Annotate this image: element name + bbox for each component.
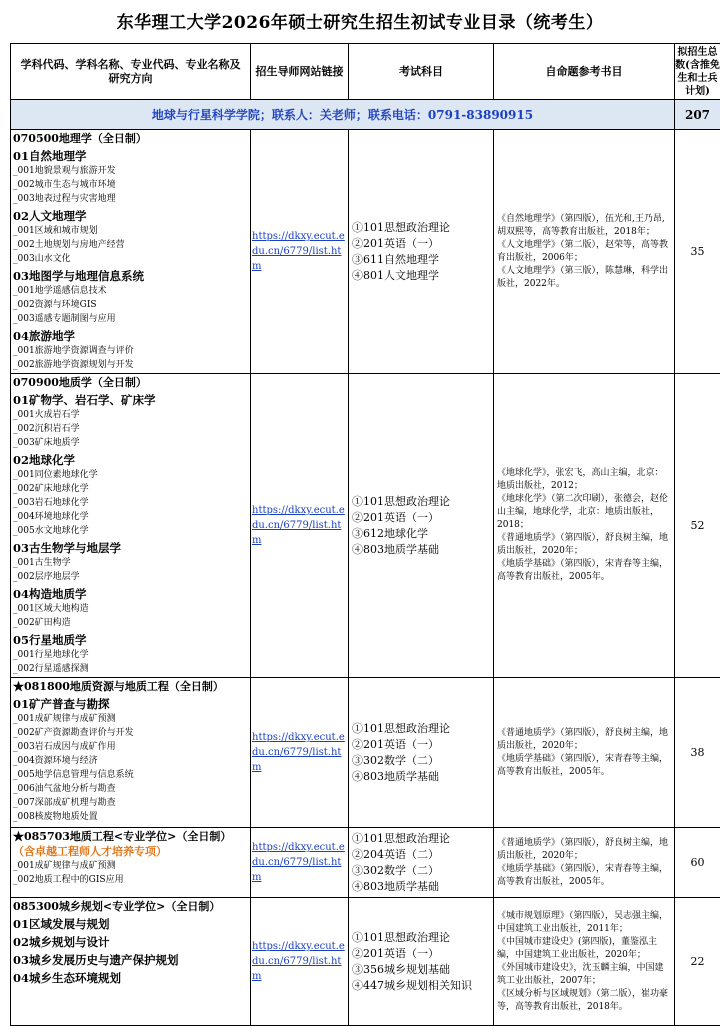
reference-book: 《人文地理学》（第二版），赵荣等，高等教育出版社，2006年； [497, 239, 671, 265]
research-direction: _003遥感专题制图与应用 [13, 312, 248, 326]
reference-book: 《地球化学》，张宏飞，高山主编，北京：地质出版社，2012； [497, 467, 671, 493]
reference-book: 《中国城市建设史》(第四版)，董鉴泓主编，中国建筑工业出版社，2020年； [497, 936, 671, 962]
major-name: 01矿物学、岩石学、矿床学 [13, 392, 248, 408]
reference-book: 《地球化学》（第二次印刷），张德会，赵伦山主编，地球化学，北京：地质出版社，2018； [497, 493, 671, 532]
advisor-link-cell [251, 678, 349, 828]
reference-book: 《地质学基础》（第四版），宋青春等主编，高等教育出版社，2005年。 [497, 753, 671, 779]
research-direction: _002矿床地球化学 [13, 482, 248, 496]
table-row [11, 828, 720, 898]
major-name: 04城乡生态环境规划 [13, 970, 248, 986]
research-direction: _002旅游地学资源规划与开发 [13, 358, 248, 372]
research-direction: _001行星地球化学 [13, 648, 248, 662]
research-direction: _002行星遥感探测 [13, 662, 248, 676]
research-direction: _001成矿规律与成矿预测 [13, 712, 248, 726]
reference-book: 《普通地质学》（第四版），舒良树主编，地质出版社，2020年； [497, 837, 671, 863]
exam-subject: ①101思想政治理论 [352, 930, 490, 946]
major-name: 05行星地质学 [13, 632, 248, 648]
research-direction: _002土地规划与房地产经营 [13, 238, 248, 252]
program-name: 085300城乡规划<专业学位>（全日制） [13, 899, 248, 914]
reference-book: 《普通地质学》（第四版），舒良树主编，地质出版社，2020年； [497, 532, 671, 558]
research-direction: _002城市生态与城市环境 [13, 178, 248, 192]
research-direction: _003地表过程与灾害地理 [13, 192, 248, 206]
college-total: 207 [675, 100, 720, 130]
program-cell [11, 130, 251, 374]
exam-subject: ②204英语（二） [352, 847, 490, 863]
research-direction: _004环境地球化学 [13, 510, 248, 524]
exam-subject: ③611自然地理学 [352, 252, 490, 268]
exam-subjects-cell [349, 130, 494, 374]
program-cell [11, 898, 251, 1026]
advisor-link-cell [251, 898, 349, 1026]
exam-subject: ④801人文地理学 [352, 268, 490, 284]
table-row [11, 898, 720, 1026]
exam-subject: ③612地球化学 [352, 526, 490, 542]
reference-books-cell [494, 898, 675, 1026]
research-direction: _001旅游地学资源调查与评价 [13, 344, 248, 358]
research-direction: _003山水文化 [13, 252, 248, 266]
reference-book: 《人文地理学》（第三版），陈慧琳，科学出版社，2022年。 [497, 265, 671, 291]
exam-subject: ③356城乡规划基础 [352, 962, 490, 978]
reference-books-cell [494, 130, 675, 374]
research-direction: _001地貌景观与旅游开发 [13, 164, 248, 178]
advisor-link[interactable]: https://dkxy.ecut.edu.cn/6779/list.htm [252, 842, 345, 883]
header-row [11, 44, 720, 100]
reference-books-cell [494, 828, 675, 898]
major-name: 03地图学与地理信息系统 [13, 268, 248, 284]
major-name: 04构造地质学 [13, 586, 248, 602]
table-row [11, 678, 720, 828]
major-name: 04旅游地学 [13, 328, 248, 344]
exam-subject: ②201英语（一） [352, 510, 490, 526]
exam-subject: ①101思想政治理论 [352, 220, 490, 236]
research-direction: _001区域大地构造 [13, 602, 248, 616]
header-exams: 考试科目 [349, 44, 494, 100]
research-direction: _001区域和城市规划 [13, 224, 248, 238]
program-cell [11, 374, 251, 678]
major-name: 02人文地理学 [13, 208, 248, 224]
program-cell [11, 678, 251, 828]
exam-subject: ②201英语（一） [352, 236, 490, 252]
enrollment-count: 38 [675, 678, 720, 828]
research-direction: _002沉积岩石学 [13, 422, 248, 436]
program-name: ★085703地质工程<专业学位>（全日制） [13, 829, 248, 844]
exam-subject: ①101思想政治理论 [352, 494, 490, 510]
research-direction: _001同位素地球化学 [13, 468, 248, 482]
exam-subject: ③302数学（二） [352, 753, 490, 769]
exam-subject: ④803地质学基础 [352, 769, 490, 785]
reference-book: 《外国城市建设史》，沈玉麟主编，中国建筑工业出版社，2007年； [497, 962, 671, 988]
table-row [11, 130, 720, 374]
advisor-link[interactable]: https://dkxy.ecut.edu.cn/6779/list.htm [252, 941, 345, 982]
reference-book: 《区域分析与区域规划》（第二版），崔功豪等，高等教育出版社，2018年。 [497, 988, 671, 1014]
program-name: ★081800地质资源与地质工程（全日制） [13, 679, 248, 694]
exam-subject: ①101思想政治理论 [352, 831, 490, 847]
major-name: 02城乡规划与设计 [13, 934, 248, 950]
research-direction: _002地质工程中的GIS应用 [13, 873, 248, 887]
major-name: 01区域发展与规划 [13, 916, 248, 932]
research-direction: _004资源环境与经济 [13, 754, 248, 768]
research-direction: _003岩石地球化学 [13, 496, 248, 510]
enrollment-count: 22 [675, 898, 720, 1026]
exam-subjects-cell [349, 828, 494, 898]
reference-books-cell [494, 678, 675, 828]
page-title: 东华理工大学2026年硕士研究生招生初试专业目录（统考生） [0, 8, 720, 33]
program-cell [11, 828, 251, 898]
catalog-table [10, 43, 720, 1026]
college-row [11, 100, 720, 130]
header-count: 拟招生总数(含推免生和士兵计划) [675, 44, 720, 100]
exam-subject: ④803地质学基础 [352, 542, 490, 558]
reference-book: 《地质学基础》（第四版），宋青春等主编，高等教育出版社，2005年。 [497, 558, 671, 584]
reference-book: 《自然地理学》（第四版），伍光和,王乃昂,胡双熙等，高等教育出版社，2018年； [497, 213, 671, 239]
college-info: 地球与行星科学学院；联系人：关老师；联系电话：0791-83890915 [11, 100, 675, 130]
major-name: 01自然地理学 [13, 148, 248, 164]
major-name: 03古生物学与地层学 [13, 540, 248, 556]
research-direction: _008核废物地质处置 [13, 810, 248, 824]
program-name: 070900地质学（全日制） [13, 375, 248, 390]
header-link: 招生导师网站链接 [251, 44, 349, 100]
research-direction: _001地学遥感信息技术 [13, 284, 248, 298]
header-books: 自命题参考书目 [494, 44, 675, 100]
research-direction: _002层序地层学 [13, 570, 248, 584]
reference-book: 《城市规划原理》（第四版），吴志强主编，中国建筑工业出版社，2011年； [497, 910, 671, 936]
exam-subject: ①101思想政治理论 [352, 721, 490, 737]
research-direction: _001火成岩石学 [13, 408, 248, 422]
advisor-link-cell [251, 828, 349, 898]
advisor-link-cell [251, 130, 349, 374]
reference-books-cell [494, 374, 675, 678]
exam-subject: ②201英语（一） [352, 946, 490, 962]
program-name: 070500地理学（全日制） [13, 131, 248, 146]
advisor-link[interactable]: https://dkxy.ecut.edu.cn/6779/list.htm [252, 732, 345, 773]
research-direction: _005水文地球化学 [13, 524, 248, 538]
major-name: 03城乡发展历史与遗产保护规划 [13, 952, 248, 968]
research-direction: _002资源与环境GIS [13, 298, 248, 312]
enrollment-count: 60 [675, 828, 720, 898]
research-direction: _002矿产资源勘查评价与开发 [13, 726, 248, 740]
enrollment-count: 52 [675, 374, 720, 678]
exam-subjects-cell [349, 898, 494, 1026]
program-note: （含卓越工程师人才培养专项） [13, 844, 248, 859]
reference-book: 《普通地质学》（第四版），舒良树主编，地质出版社，2020年； [497, 727, 671, 753]
research-direction: _002矿田构造 [13, 616, 248, 630]
exam-subjects-cell [349, 374, 494, 678]
advisor-link[interactable]: https://dkxy.ecut.edu.cn/6779/list.htm [252, 231, 345, 272]
exam-subject: ④803地质学基础 [352, 879, 490, 895]
exam-subject: ②201英语（一） [352, 737, 490, 753]
advisor-link[interactable]: https://dkxy.ecut.edu.cn/6779/list.htm [252, 505, 345, 546]
research-direction: _003岩石成因与成矿作用 [13, 740, 248, 754]
enrollment-count: 35 [675, 130, 720, 374]
research-direction: _005地学信息管理与信息系统 [13, 768, 248, 782]
major-name: 01矿产普查与勘探 [13, 696, 248, 712]
research-direction: _006油气盆地分析与勘查 [13, 782, 248, 796]
exam-subject: ④447城乡规划相关知识 [352, 978, 490, 994]
research-direction: _007深部成矿机理与勘查 [13, 796, 248, 810]
research-direction: _001成矿规律与成矿预测 [13, 859, 248, 873]
research-direction: _001古生物学 [13, 556, 248, 570]
exam-subject: ③302数学（二） [352, 863, 490, 879]
exam-subjects-cell [349, 678, 494, 828]
reference-book: 《地质学基础》（第四版），宋青春等主编，高等教育出版社，2005年。 [497, 863, 671, 889]
header-program: 学科代码、学科名称、专业代码、专业名称及研究方向 [11, 44, 251, 100]
advisor-link-cell [251, 374, 349, 678]
table-row [11, 374, 720, 678]
major-name: 02地球化学 [13, 452, 248, 468]
research-direction: _003矿床地质学 [13, 436, 248, 450]
